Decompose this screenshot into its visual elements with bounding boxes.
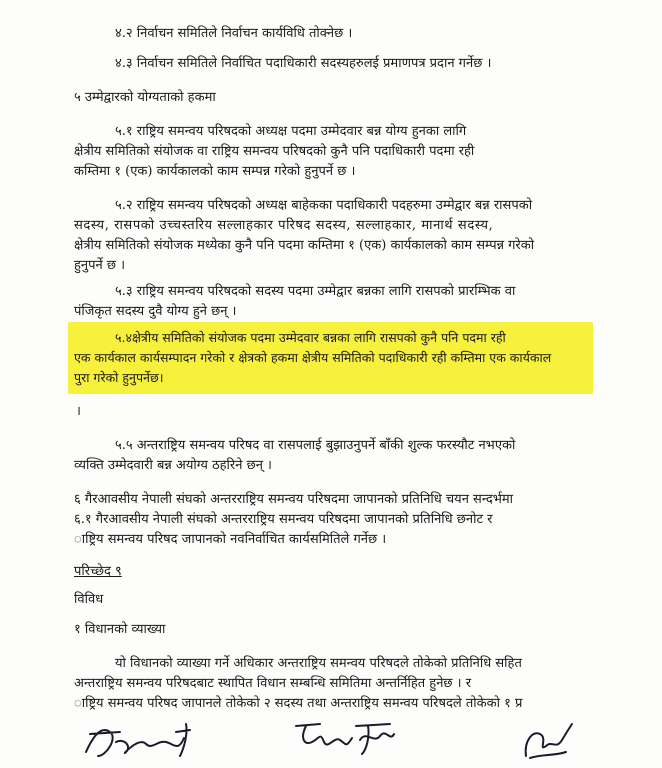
chapter-heading: परिच्छेद ९ [74, 564, 122, 579]
clause-5-2-line-4: हुनुपर्ने छ । [74, 258, 126, 273]
clause-9-1-line-2: अन्तराष्ट्रिय समन्वय परिषदबाट स्थापित विधान सम्बन्धि समितिमा अन्तर्निहित हुनेछ । र [74, 676, 472, 691]
clause-6-1-line-2: ाष्ट्रिय समन्वय परिषद जापानको नवनिर्वाचित कार्यसमितिले गर्नेछ । [74, 532, 387, 547]
clause-5-4-line-3: पुरा गरेको हुनुपर्नेछ। [74, 370, 164, 385]
clause-5-3-line-2: पंजिकृत सदस्य दुवै योग्य हुने छन् । [74, 304, 237, 319]
clause-4-2: ४.२ निर्वाचन समितिले निर्वाचन कार्यविधि तोक्नेछ । [115, 26, 353, 41]
clause-9-1-line-1: यो विधानको व्याख्या गर्ने अधिकार अन्तराष्ट्रिय समन्वय परिषदले तोकेको प्रतिनिधि सहित [115, 656, 522, 671]
signature-right [518, 716, 578, 764]
clause-5-5-line-1: ५.५ अन्तराष्ट्रिय समन्वय परिषद वा रासपलाई बुझाउनुपर्ने बाँकी शुल्क फरस्यौट नभएको [115, 438, 516, 453]
section-6-heading: ६ गैरआवसीय नेपाली संघको अन्तरराष्ट्रिय समन्वय परिषदमा जापानको प्रतिनिधि चयन सन्दर्भमा [74, 492, 514, 507]
section-9-1-heading: १ विधानको व्याख्या [74, 622, 166, 637]
section-5-heading: ५ उम्मेद्वारको योग्यताको हकमा [74, 90, 216, 105]
clause-5-4-line-2: एक कार्यकाल कार्यसम्पादन गरेको र क्षेत्रको हकमा क्षेत्रीय समितिको पदाधिकारी रही कम्तिमा एक कार्यकाल [74, 350, 552, 365]
clause-5-3-line-1: ५.३ राष्ट्रिय समन्वय परिषदको सदस्य पदमा उम्मेद्वार बन्नका लागि रासपको प्रारम्भिक वा [115, 284, 516, 299]
clause-4-3: ४.३ निर्वाचन समितिले निर्वाचित पदाधिकारी सदस्यहरुलई प्रमाणपत्र प्रदान गर्नेछ । [115, 56, 492, 71]
clause-5-4-line-1: ५.४क्षेत्रीय समितिको संयोजक पदमा उम्मेदवार बन्नका लागि रासपको कुनै पनि पदमा रही [115, 330, 506, 345]
misc-heading: विविध [74, 592, 104, 607]
clause-9-1-line-3: ाष्ट्रिय समन्वय परिषद जापानले तोकेको २ सदस्य तथा अन्तराष्ट्रिय समन्वय परिषदले तोकेको १ प्र [74, 696, 523, 711]
clause-5-5-line-2: व्यक्ति उम्मेदवारी बन्न अयोग्य ठहरिने छन् । [74, 458, 272, 473]
clause-5-2-line-2: सदस्य, रासपको उच्चस्तरिय सल्लाहकार परिषद सदस्य, सल्लाहकार, मानार्थ सदस्य, [74, 218, 494, 233]
clause-6-1-line-1: ६.१ गैरआवसीय नेपाली संघको अन्तरराष्ट्रिय समन्वय परिषदमा जापानको प्रतिनिधि छनोट र [74, 512, 493, 527]
clause-5-2-line-3: क्षेत्रीय समितिको संयोजक मध्येका कुनै पनि पदमा कम्तिमा १ (एक) कार्यकालको काम सम्पन्न गरेको [74, 238, 535, 253]
signature-middle [290, 712, 400, 760]
clause-5-1-line-1: ५.१ राष्ट्रिय समन्वय परिषदको अध्यक्ष पदमा उम्मेदवार बन्न योग्य हुनका लागि [115, 124, 467, 139]
stray-danda: । [76, 404, 81, 419]
clause-5-2-line-1: ५.२ राष्ट्रिय समन्वय परिषदको अध्यक्ष बाहेकका पदाधिकारी पदहरुमा उम्मेद्वार बन्न रासपको [115, 198, 533, 213]
signature-left [80, 712, 200, 764]
clause-5-1-line-2: क्षेत्रीय समितिको संयोजक वा राष्ट्रिय समन्वय परिषदको कुनै पनि पदाधिकारी पदमा रही [74, 144, 475, 159]
clause-5-1-line-3: कम्तिमा १ (एक) कार्यकालको काम सम्पन्न गरेको हुनुपर्ने छ । [74, 164, 356, 179]
